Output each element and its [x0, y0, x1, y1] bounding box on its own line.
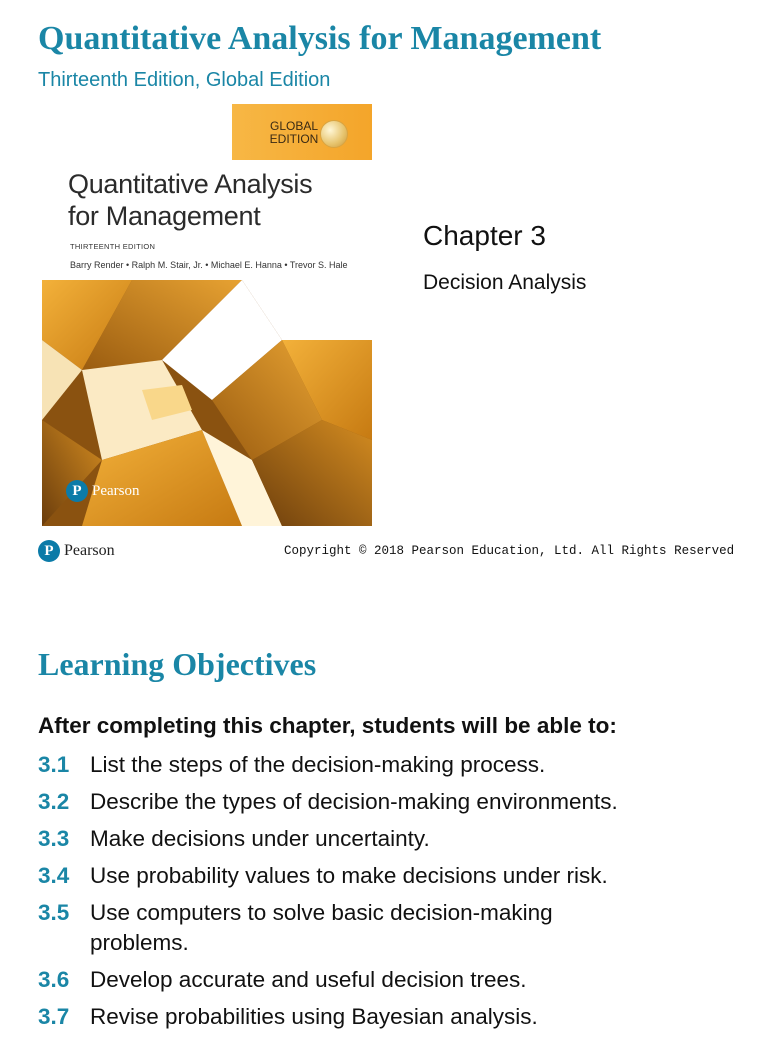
cover-pearson-logo: [66, 480, 140, 502]
objective-number: 3.1: [38, 752, 70, 777]
objective-text: Describe the types of decision-making environments.: [90, 789, 618, 814]
cover-authors: Barry Render • Ralph M. Stair, Jr. • Michael E. Hanna • Trevor S. Hale: [70, 260, 348, 270]
copyright-notice: Copyright © 2018 Pearson Education, Ltd. All Rights Reserved: [284, 544, 735, 558]
objective-text: Use probability values to make decisions under risk.: [90, 863, 608, 888]
list-item: [38, 898, 738, 958]
chapter-number: Chapter 3: [423, 220, 546, 251]
book-subtitle: Thirteenth Edition, Global Edition: [38, 69, 331, 91]
badge-text: GLOBAL EDITION: [269, 119, 319, 146]
objective-number: 3.2: [38, 789, 70, 814]
list-item: [38, 787, 738, 817]
cover-publisher: Pearson: [92, 482, 140, 499]
footer-pearson-logo: [38, 540, 115, 562]
list-item: [38, 824, 738, 854]
list-item: [38, 1002, 738, 1032]
objective-text: Use computers to solve basic decision-making problems.: [90, 900, 553, 955]
cover-title-line2: for Management: [68, 201, 261, 231]
pearson-p-icon: P: [38, 540, 60, 562]
book-cover-image: [42, 104, 372, 526]
list-item: [38, 861, 738, 891]
globe-icon: [320, 120, 348, 148]
chapter-title: Decision Analysis: [423, 271, 587, 294]
slide-title: Learning Objectives: [38, 646, 317, 682]
objectives-list: [38, 750, 738, 1039]
global-edition-badge: [232, 104, 372, 160]
objective-text: Develop accurate and useful decision trees.: [90, 967, 527, 992]
cover-title: [68, 168, 312, 232]
objectives-intro: After completing this chapter, students will be able to:: [38, 713, 617, 738]
learning-objectives-slide: [0, 580, 768, 1029]
objective-number: 3.5: [38, 900, 70, 925]
objective-number: 3.4: [38, 863, 70, 888]
objective-number: 3.7: [38, 1004, 70, 1029]
list-item: [38, 965, 738, 995]
cover-title-line1: Quantitative Analysis: [68, 169, 313, 199]
footer-logo-text: Pearson: [64, 542, 115, 559]
pearson-p-icon: P: [66, 480, 88, 502]
book-title: Quantitative Analysis for Management: [38, 20, 602, 57]
list-item: [38, 750, 738, 780]
objective-text: Revise probabilities using Bayesian analysis.: [90, 1004, 538, 1029]
objective-text: Make decisions under uncertainty.: [90, 826, 430, 851]
objective-number: 3.6: [38, 967, 70, 992]
objective-number: 3.3: [38, 826, 70, 851]
objective-text: List the steps of the decision-making process.: [90, 752, 546, 777]
cover-edition: THIRTEENTH EDITION: [70, 242, 156, 251]
